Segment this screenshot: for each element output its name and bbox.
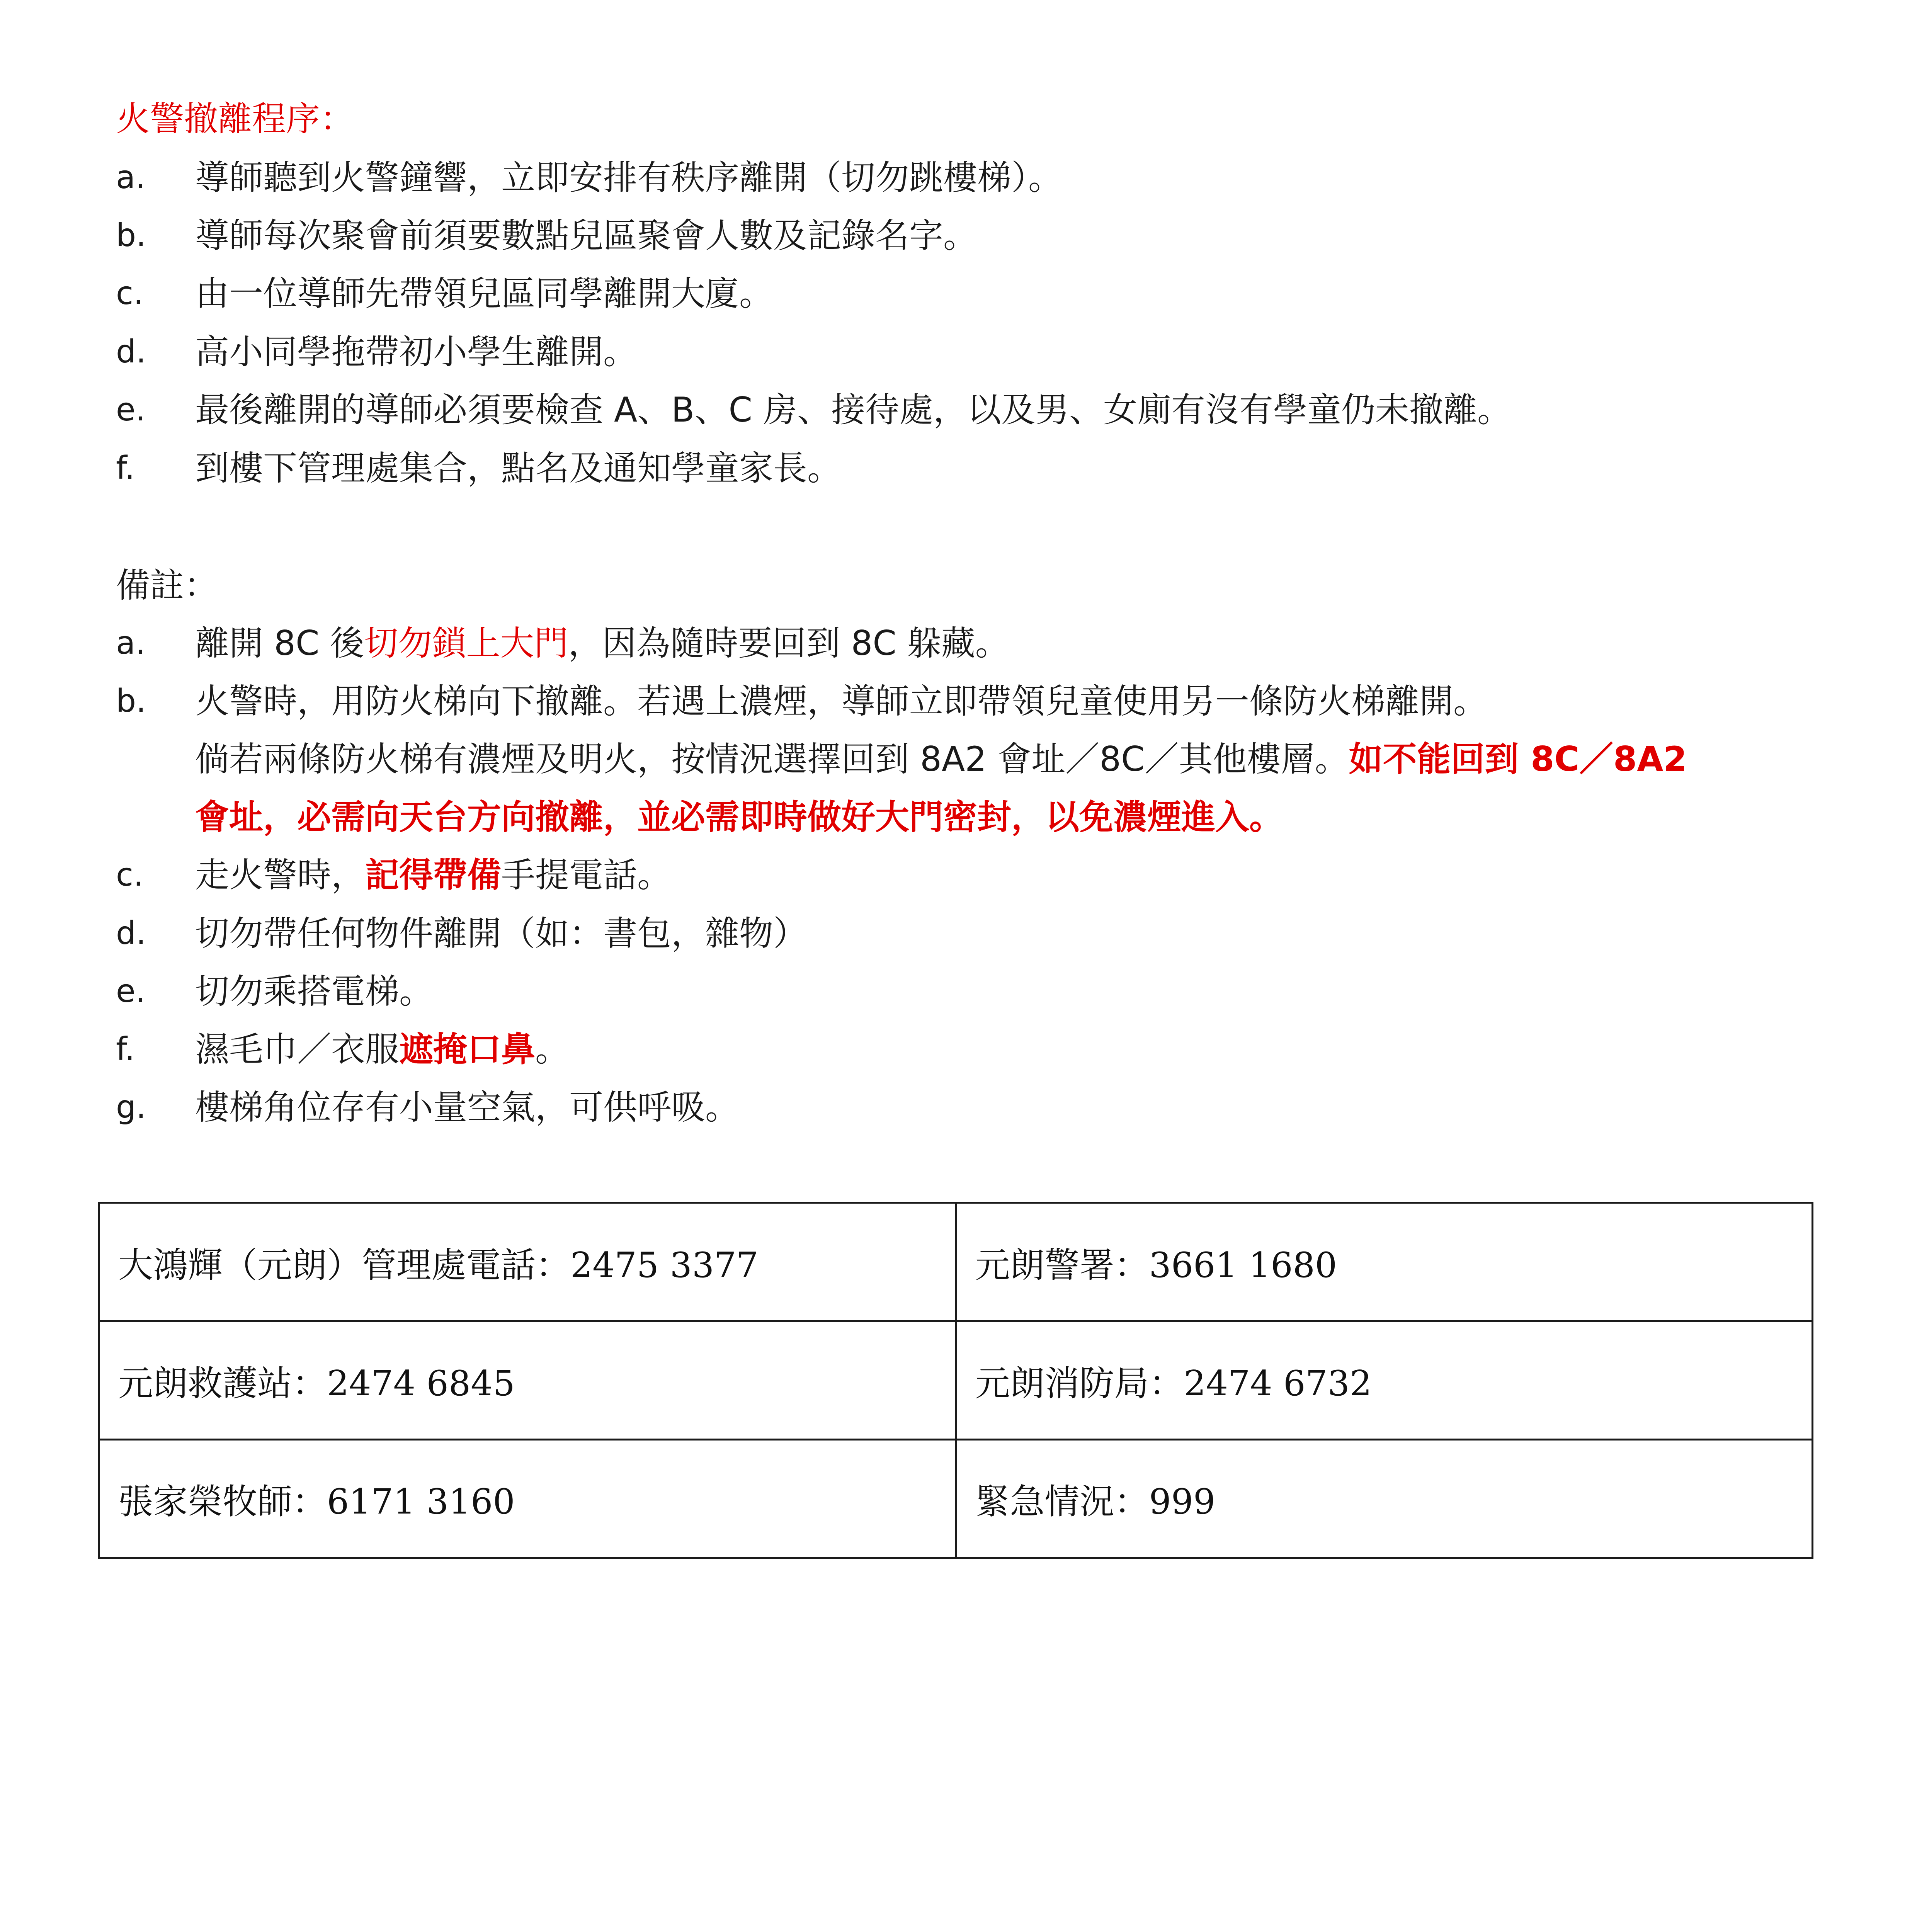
- note-emphasis: 切勿鎖上大門: [364, 623, 568, 663]
- list-text: 切勿乘搭電梯。: [195, 971, 434, 1011]
- list-letter: e.: [116, 973, 146, 1010]
- list-letter: a.: [116, 625, 146, 662]
- list-text: 導師每次聚會前須要數點兒區聚會人數及記錄名字。: [195, 216, 978, 255]
- list-letter: e.: [116, 391, 146, 428]
- list-letter: a.: [116, 159, 146, 196]
- contact-cell: 張家榮牧師：6171 3160: [99, 1439, 956, 1558]
- note-text: 濕毛巾／衣服: [195, 1029, 400, 1069]
- list-text: 切勿帶任何物件離開（如：書包，雜物）: [195, 913, 808, 953]
- contact-cell: 大鴻輝（元朗）管理處電話：2475 3377: [99, 1203, 956, 1321]
- list-letter: b.: [116, 217, 146, 254]
- list-letter: c.: [116, 857, 144, 893]
- note-text: 走火警時，: [195, 855, 366, 895]
- contact-cell: 元朗警署：3661 1680: [956, 1203, 1813, 1321]
- list-text: [195, 620, 1009, 667]
- list-letter: c.: [116, 275, 144, 312]
- note-text: 離開 8C 後: [195, 623, 364, 663]
- note-text: 手提電話。: [501, 855, 672, 895]
- contact-cell: 緊急情況：999: [956, 1439, 1813, 1558]
- contact-cell: 元朗救護站：2474 6845: [99, 1321, 956, 1439]
- note-emphasis: 會址，必需向天台方向撤離，並必需即時做好大門密封，以免濃煙進入。: [195, 797, 1284, 837]
- list-text: 高小同學拖帶初小學生離開。: [195, 332, 638, 372]
- note-emphasis: 如不能回到 8C／8A2: [1349, 739, 1687, 779]
- table-row: [99, 1439, 1813, 1558]
- list-letter: f.: [116, 450, 135, 486]
- list-text: 樓梯角位存有小量空氣，可供呼吸。: [195, 1087, 740, 1127]
- list-letter: f.: [116, 1031, 135, 1068]
- contact-cell: 元朗消防局：2474 6732: [956, 1321, 1813, 1439]
- evacuation-title: 火警撤離程序：: [116, 99, 354, 139]
- note-text: 。: [535, 1029, 570, 1069]
- note-text: ，因為隨時要回到 8C 躲藏。: [568, 623, 1009, 663]
- list-text: 導師聽到火警鐘響，立即安排有秩序離開（切勿跳樓梯）。: [195, 158, 1063, 197]
- list-text: [195, 852, 671, 898]
- list-text: 到樓下管理處集合，點名及通知學童家長。: [195, 448, 842, 488]
- list-text: [195, 1026, 569, 1073]
- list-text: 由一位導師先帶領兒區同學離開大廈。: [195, 274, 774, 313]
- note-emphasis: 遮掩口鼻: [399, 1029, 536, 1069]
- list-letter: d.: [116, 333, 146, 370]
- note-emphasis: 記得帶備: [365, 855, 502, 895]
- list-text: [195, 736, 1687, 782]
- list-letter: b.: [116, 683, 146, 719]
- table-row: [99, 1321, 1813, 1439]
- note-text: 倘若兩條防火梯有濃煙及明火，按情況選擇回到 8A2 會址／8C／其他樓層。: [195, 739, 1349, 779]
- table-row: [99, 1203, 1813, 1321]
- contact-table: [98, 1202, 1813, 1559]
- list-letter: g.: [116, 1089, 146, 1126]
- list-letter: d.: [116, 915, 146, 952]
- list-text: 火警時，用防火梯向下撤離。若遇上濃煙，導師立即帶領兒童使用另一條防火梯離開。: [195, 681, 1488, 721]
- notes-title: 備註：: [116, 565, 218, 605]
- list-text: 最後離開的導師必須要檢查 A、B、C 房、接待處，以及男、女廁有沒有學童仍未撤離。: [195, 390, 1511, 430]
